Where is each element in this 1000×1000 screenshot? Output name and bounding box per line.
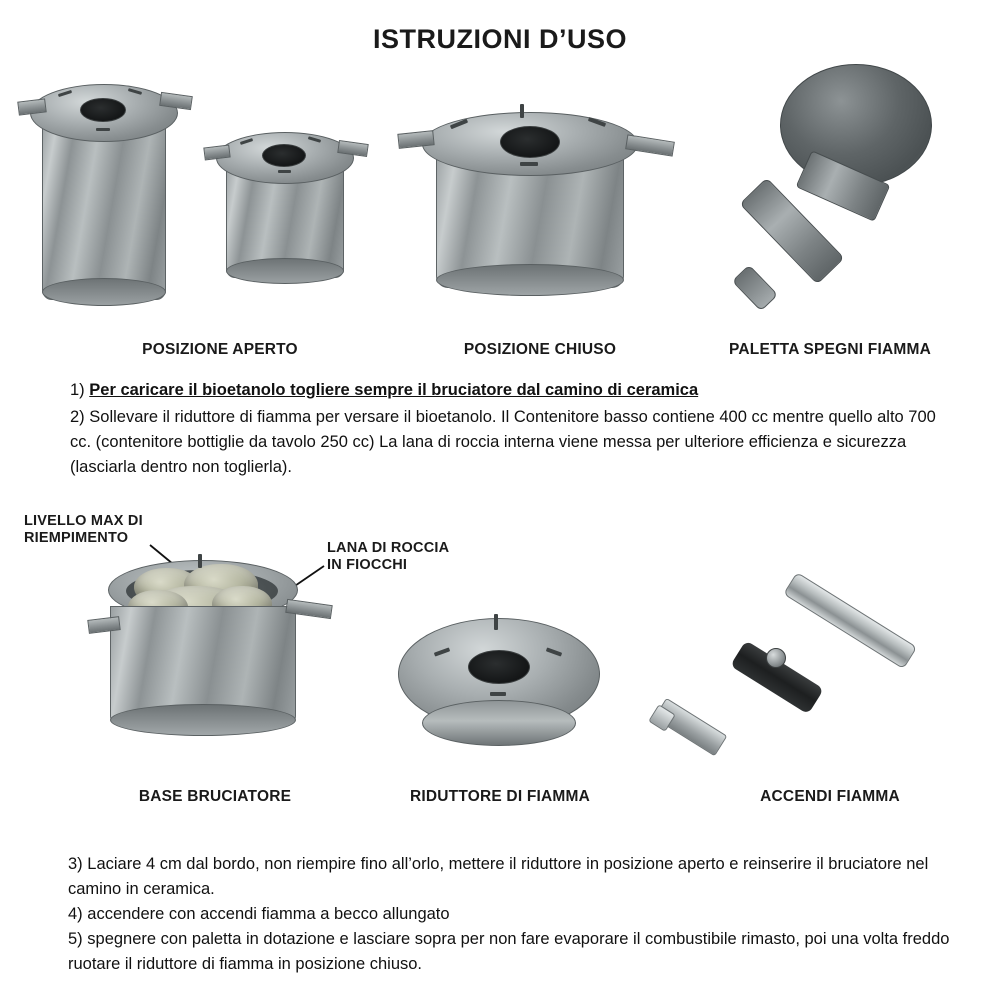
instruction-line-5: [68, 927, 958, 977]
instruction-2-number: 2): [70, 408, 85, 426]
instruction-block-1: [70, 378, 950, 480]
instruction-line-1: [70, 378, 950, 403]
rock-wool-line-2: IN FIOCCHI: [327, 557, 408, 573]
max-fill-level-line-2: RIEMPIMENTO: [24, 530, 129, 546]
reducer-base-ring: [422, 700, 576, 746]
reducer-slot-4: [490, 692, 506, 696]
instruction-1-number: 1): [70, 381, 85, 399]
max-fill-level-label: [24, 513, 143, 547]
short-burner-illustration: [204, 120, 374, 300]
caption-posizione-aperto: POSIZIONE APERTO: [142, 341, 298, 358]
paddle-handle-end: [732, 265, 778, 312]
lighter-barrel: [783, 572, 917, 669]
short-burner-bottom-shade: [226, 258, 344, 284]
instruction-block-2: [68, 852, 958, 977]
wide-burner-bottom-shade: [436, 264, 624, 296]
wide-burner-slot-3: [520, 104, 524, 118]
base-slot-1: [198, 554, 202, 568]
flame-lighter-illustration: [640, 560, 940, 760]
instruction-line-2: [70, 405, 950, 480]
snuffer-paddle-illustration: [720, 62, 940, 312]
caption-riduttore-di-fiamma: RIDUTTORE DI FIAMMA: [409, 788, 591, 805]
tall-burner-bottom-shade: [42, 278, 166, 306]
tall-burner-hole: [80, 98, 126, 122]
page-title: ISTRUZIONI D’USO: [372, 24, 627, 54]
instruction-5-text: spegnere con paletta in dotazione e lasciare sopra per non fare evaporare il combustibile rimasto, poi una volta freddo ruotare il riduttore di fiamma in posizione chiuso.: [68, 930, 950, 973]
instruction-1-text: Per caricare il bioetanolo togliere sempre il bruciatore dal camino di ceramica: [89, 381, 699, 399]
reducer-slot-1: [494, 614, 498, 630]
caption-posizione-chiuso: POSIZIONE CHIUSO: [463, 341, 617, 358]
short-burner-hole: [262, 144, 306, 167]
short-burner-slot-3: [278, 170, 291, 173]
instruction-4-number: 4): [68, 905, 83, 923]
instruction-4-text: accendere con accendi fiamma a becco allungato: [87, 905, 450, 923]
tall-burner-illustration: [18, 72, 198, 302]
lighter-button[interactable]: [766, 648, 786, 668]
caption-accendi-fiamma: ACCENDI FIAMMA: [760, 788, 900, 805]
reducer-hole: [468, 650, 530, 684]
caption-paletta-spegni-fiamma: PALETTA SPEGNI FIAMMA: [729, 341, 931, 358]
flame-reducer-illustration: [390, 612, 610, 762]
wide-burner-hole: [500, 126, 560, 158]
instruction-3-text: Laciare 4 cm dal bordo, non riempire fino all’orlo, mettere il riduttore in posizione aperto e reinserire il bruciatore nel camino in ceramica.: [68, 855, 929, 898]
max-fill-level-line-1: LIVELLO MAX DI: [24, 513, 143, 529]
wide-burner-illustration: [392, 96, 702, 311]
rock-wool-line-1: LANA DI ROCCIA: [327, 540, 450, 556]
rock-wool-label: [327, 540, 449, 574]
instruction-3-number: 3): [68, 855, 83, 873]
instruction-line-3: [68, 852, 958, 902]
instruction-2-text: Sollevare il riduttore di fiamma per versare il bioetanolo. Il Contenitore basso contiene 400 cc mentre quello alto 700 cc. (contenitore bottiglie da tavolo 250 cc) La lana di roccia interna viene messa per ulteriore efficienza e sicurezza (lasciarla dentro non toglierla).: [70, 408, 936, 476]
burner-base-illustration: [88, 560, 338, 760]
instruction-line-4: [68, 902, 958, 927]
tall-burner-slot-3: [96, 128, 110, 131]
instruction-5-number: 5): [68, 930, 83, 948]
base-bottom-shade: [110, 704, 296, 736]
wide-burner-slot-4: [520, 162, 538, 166]
caption-base-bruciatore: BASE BRUCIATORE: [138, 788, 292, 805]
